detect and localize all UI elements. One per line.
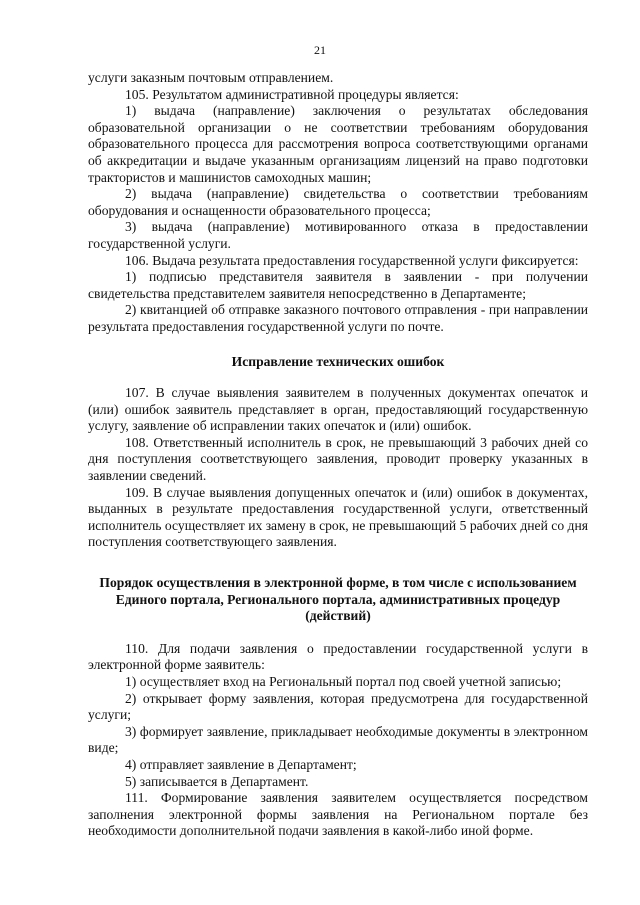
list-item: 5) записывается в Департамент. bbox=[125, 773, 309, 789]
list-item: 2) квитанцией об отправке заказного почтового отправления - при направлении результата предоставления государственной услуги по почте. bbox=[88, 302, 588, 334]
paragraph-110: 110. Для подачи заявления о предоставлении государственной услуги в электронной форме заявитель: bbox=[88, 640, 588, 673]
list-item: 1) подписью представителя заявителя в заявлении - при получении свидетельства представителем заявителя непосредственно в Департаменте; bbox=[88, 269, 588, 301]
list-item: 2) открывает форму заявления, которая предусмотрена для государственной услуги; bbox=[88, 690, 588, 723]
paragraph-108: 108. Ответственный исполнитель в срок, не превышающий 3 рабочих дней со дня поступления соответствующего заявления, проводит проверку указанных в заявлении сведений. bbox=[88, 434, 588, 484]
paragraph-109: 109. В случае выявления допущенных опечаток и (или) ошибок в документах, выданных в результате предоставления государственной услуги, ответственный исполнитель осуществляет их замену в срок, не превышающий 5 рабочих дней со дня поступления соответствующего заявления. bbox=[88, 484, 588, 550]
list-item: 2) выдача (направление) свидетельства о соответствии требованиям оборудования и оснащенности образовательного процесса; bbox=[88, 186, 588, 218]
section-heading-technical-errors: Исправление технических ошибок bbox=[231, 353, 445, 369]
list-item: 4) отправляет заявление в Департамент; bbox=[125, 756, 357, 772]
list-item: 3) формирует заявление, прикладывает необходимые документы в электронном виде; bbox=[88, 723, 588, 756]
paragraph-107: 107. В случае выявления заявителем в полученных документах опечаток и (или) ошибок заявитель представляет в орган, предоставляющий государственную услугу, заявление об исправлении таких опечаток и (или) ошибок. bbox=[88, 385, 588, 434]
paragraph-105: 105. Результатом административной процедуры является: bbox=[125, 86, 459, 102]
list-item: 3) выдача (направление) мотивированного отказа в предоставлении государственной услуги. bbox=[88, 219, 588, 251]
section-heading-electronic-form: Порядок осуществления в электронной форме, в том числе с использованием Единого портала, Регионального портала, административных процедур (действий) bbox=[99, 575, 577, 624]
list-item: 1) осуществляет вход на Региональный портал под своей учетной записью; bbox=[125, 674, 562, 689]
page-number: 21 bbox=[314, 43, 326, 57]
paragraph: услуги заказным почтовым отправлением. bbox=[88, 70, 334, 85]
paragraph-111: 111. Формирование заявления заявителем осуществляется посредством заполнения электронной формы заявления на Региональном портале без необходимости дополнительной подачи заявления в какой-либо иной форме. bbox=[88, 790, 588, 839]
list-item: 1) выдача (направление) заключения о результатах обследования образовательной организации о не соответствии требованиям оборудования образовательного процесса для рассмотрения вопроса соответствующими органами об аккредитации и выдаче указанным организациям лицензий на право подготовки трактористов и машинистов самоходных машин; bbox=[88, 103, 588, 185]
document-body bbox=[88, 70, 588, 840]
paragraph-106: 106. Выдача результата предоставления государственной услуги фиксируется: bbox=[125, 252, 579, 268]
